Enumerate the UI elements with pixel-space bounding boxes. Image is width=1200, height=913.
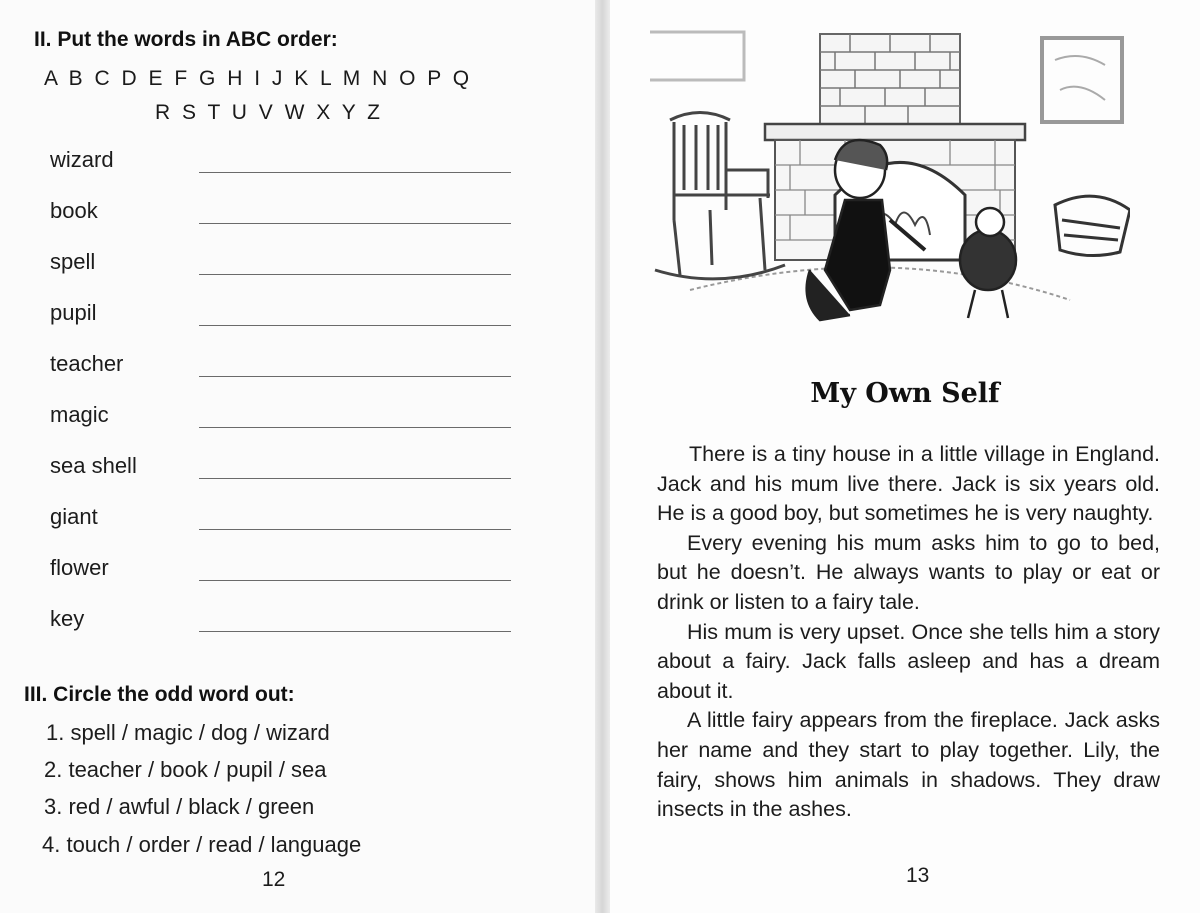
word-label: giant [50,504,98,529]
alphabet-line-1: A B C D E F G H I J K L M N O P Q [44,67,473,90]
odd-word-item: 4. touch / order / read / language [42,832,362,857]
page-number: 13 [906,864,930,887]
word-row [46,249,516,289]
book-gutter [595,0,610,913]
word-label: pupil [50,300,97,325]
story-paragraph: Every evening his mum asks him to go to bed, but he doesn’t. He always wants to play or eat or drink or listen to a fairy tale. [657,530,1160,614]
answer-line [199,172,511,173]
word-label: flower [50,555,109,580]
word-label: spell [50,249,96,274]
answer-line [199,631,511,632]
word-row [46,300,516,340]
story-paragraph: There is a tiny house in a little village in England. Jack and his mum live there. Jack is six years old. He is a good boy, but sometimes he is very naughty. [657,442,1160,526]
story-paragraph: His mum is very upset. Once she tells him a story about a fairy. Jack falls asleep and has a dream about it. [657,619,1160,703]
odd-word-item: 2. teacher / book / pupil / sea [44,757,327,782]
alphabet-line-2: R S T U V W X Y Z [155,101,383,124]
word-label: key [50,606,85,631]
answer-line [199,325,511,326]
word-row [46,504,516,544]
word-label: book [50,198,98,223]
odd-word-item: 3. red / awful / black / green [44,794,315,819]
word-label: wizard [50,147,114,172]
story-text [657,440,1160,825]
right-page [610,0,1200,913]
answer-line [199,478,511,479]
answer-line [199,223,511,224]
word-row [46,147,516,187]
word-label: magic [50,402,109,427]
page-number: 12 [262,868,286,891]
answer-line [199,580,511,581]
story-paragraph: A little fairy appears from the fireplace. Jack asks her name and they start to play together. Lily, the fairy, shows him animals in shadows. They draw insects in the ashes. [657,708,1160,822]
word-row [46,351,516,391]
answer-line [199,427,511,428]
word-row [46,402,516,442]
left-page [0,0,595,913]
word-label: teacher [50,351,124,376]
section-3-heading: III. Circle the odd word out: [24,683,295,706]
answer-line [199,376,511,377]
word-row [46,555,516,595]
word-label: sea shell [50,453,137,478]
odd-word-item: 1. spell / magic / dog / wizard [46,720,330,745]
fireplace-illustration [650,20,1130,350]
story-title: My Own Self [810,378,1000,409]
answer-line [199,274,511,275]
word-row [46,606,516,646]
word-row [46,198,516,238]
section-2-heading: II. Put the words in ABC order: [34,28,338,51]
answer-line [199,529,511,530]
word-row [46,453,516,493]
